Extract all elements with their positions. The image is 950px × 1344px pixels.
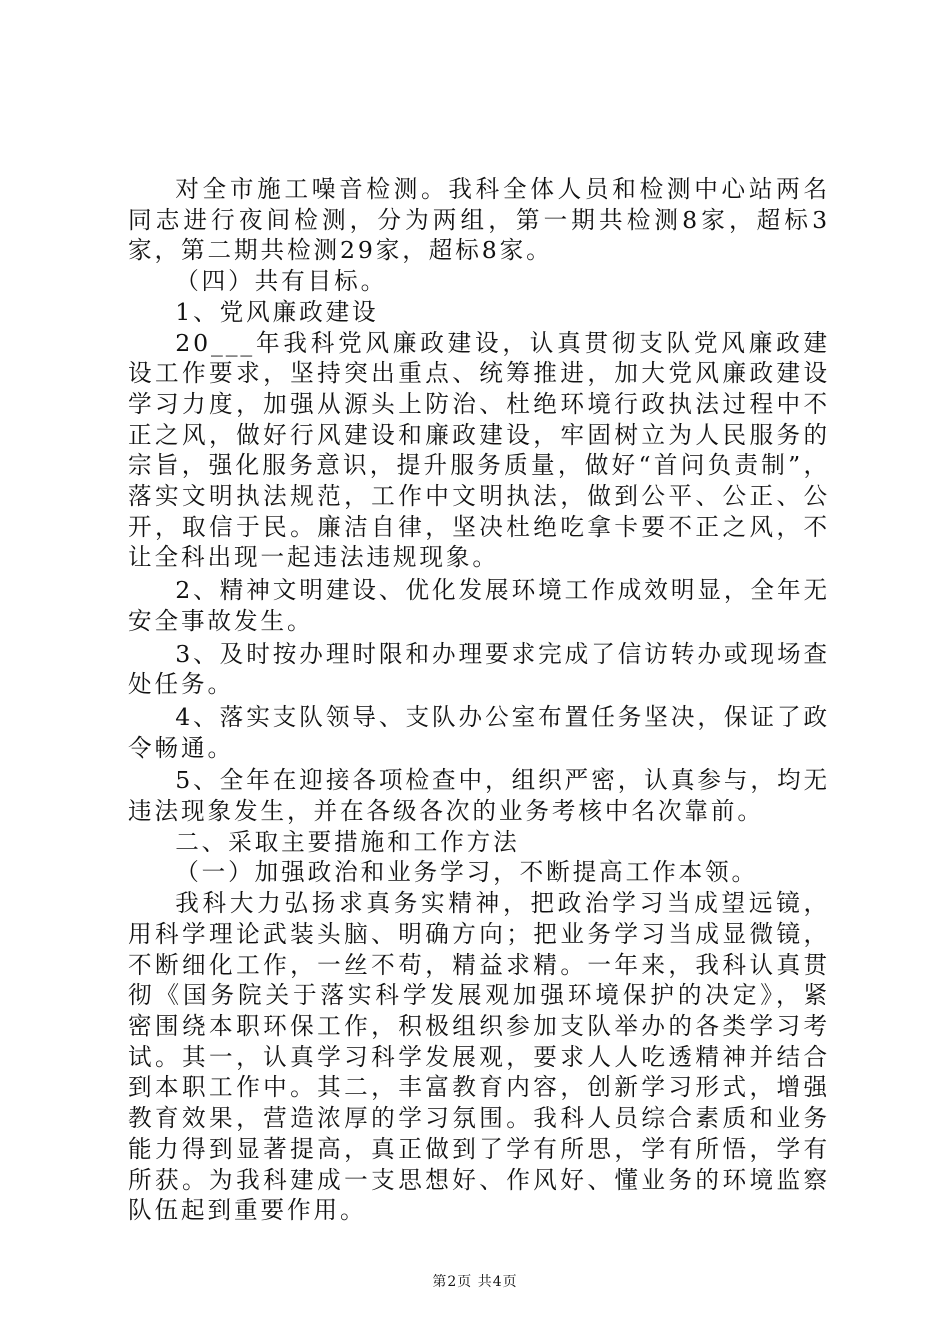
paragraph-item-5: 5、全年在迎接各项检查中，组织严密，认真参与，均无违法现象发生，并在各级各次的业务考核中名次靠前。	[128, 766, 830, 826]
paragraph-party-integrity: 20___年我科党风廉政建设，认真贯彻支队党风廉政建设工作要求，坚持突出重点、统筹推进，加大党风廉政建设学习力度，加强从源头上防治、杜绝环境行政执法过程中不正之风，做好行风建设和廉政建设，牢固树立为人民服务的宗旨，强化服务意识，提升服务质量，做好“首问负责制”，落实文明执法规范，工作中文明执法，做到公平、公正、公开，取信于民。廉洁自律，坚决杜绝吃拿卡要不正之风，不让全科出现一起违法违规现象。	[128, 328, 830, 572]
paragraph-noise-inspection: 对全市施工噪音检测。我科全体人员和检测中心站两名同志进行夜间检测，分为两组，第一期共检测8家，超标3家，第二期共检测29家，超标8家。	[128, 175, 830, 265]
section-heading-shared-goals: （四）共有目标。	[175, 267, 388, 296]
item-heading-party-integrity: 1、党风廉政建设	[175, 297, 379, 326]
document-body	[128, 174, 830, 1226]
subsection-heading-study: （一）加强政治和业务学习，不断提高工作本领。	[175, 858, 759, 887]
paragraph-item-4: 4、落实支队领导、支队办公室布置任务坚决，保证了政令畅通。	[128, 702, 830, 762]
section-heading-measures: 二、采取主要措施和工作方法	[175, 827, 520, 856]
paragraph-item-3: 3、及时按办理时限和办理要求完成了信访转办或现场查处任务。	[128, 639, 830, 699]
paragraph-item-2: 2、精神文明建设、优化发展环境工作成效明显，全年无安全事故发生。	[128, 576, 830, 635]
paragraph-study: 我科大力弘扬求真务实精神，把政治学习当成望远镜，用科学理论武装头脑、明确方向；把业务学习当成显微镜，不断细化工作，一丝不苟，精益求精。一年来，我科认真贯彻《国务院关于落实科学发展观加强环境保护的决定》，紧密围绕本职环保工作，积极组织参加支队举办的各类学习考试。其一，认真学习科学发展观，要求人人吃透精神并结合到本职工作中。其二，丰富教育内容，创新学习形式，增强教育效果，营造浓厚的学习氛围。我科人员综合素质和业务能力得到显著提高，真正做到了学有所思，学有所悟，学有所获。为我科建成一支思想好、作风好、懂业务的环境监察队伍起到重要作用。	[128, 889, 830, 1225]
page-number-footer: 第2页 共4页	[432, 1274, 518, 1290]
